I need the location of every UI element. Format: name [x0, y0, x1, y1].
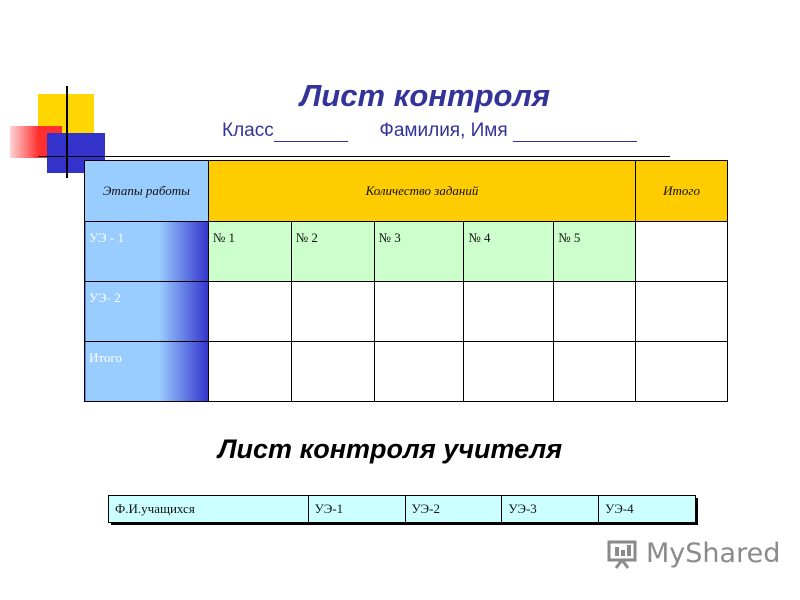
task-cell	[374, 342, 464, 402]
task-cell: № 5	[554, 222, 636, 282]
task-cell	[291, 282, 374, 342]
decor-vertical-line	[66, 86, 68, 178]
task-cell	[374, 282, 464, 342]
task-cell	[554, 282, 636, 342]
column-ue-4: УЭ-4	[599, 496, 696, 523]
watermark-text: MyShared	[646, 537, 781, 569]
header-tasks: Количество заданий	[208, 161, 635, 222]
column-ue-2: УЭ-2	[405, 496, 502, 523]
total-cell	[636, 222, 728, 282]
task-cell	[291, 342, 374, 402]
presentation-icon	[606, 536, 640, 570]
teacher-header-row	[109, 496, 696, 523]
control-table	[84, 160, 728, 402]
task-cell	[208, 342, 291, 402]
column-student-names: Ф.И.учащихся	[109, 496, 309, 523]
table-row	[85, 222, 728, 282]
stage-label: УЭ - 1	[85, 222, 209, 282]
class-label: Класс	[222, 120, 274, 141]
teacher-table	[108, 495, 696, 523]
task-cell	[208, 282, 291, 342]
table-header-row	[85, 161, 728, 222]
task-cell: № 3	[374, 222, 464, 282]
header-stages: Этапы работы	[85, 161, 209, 222]
task-cell: № 2	[291, 222, 374, 282]
total-cell	[636, 342, 728, 402]
task-cell	[464, 342, 554, 402]
stage-label: УЭ- 2	[85, 282, 209, 342]
class-blank	[274, 121, 348, 142]
page-title: Лист контроля	[300, 78, 550, 113]
header-total: Итого	[636, 161, 728, 222]
subtitle	[222, 120, 692, 142]
column-ue-3: УЭ-3	[502, 496, 599, 523]
stage-label: Итого	[85, 342, 209, 402]
teacher-sheet-title: Лист контроля учителя	[218, 434, 563, 464]
table-row	[85, 342, 728, 402]
table-row	[85, 282, 728, 342]
column-ue-1: УЭ-1	[308, 496, 405, 523]
task-cell: № 4	[464, 222, 554, 282]
name-label: Фамилия, Имя	[379, 120, 508, 141]
task-cell	[464, 282, 554, 342]
name-blank	[513, 121, 637, 142]
total-cell	[636, 282, 728, 342]
decor-horizontal-line	[38, 156, 670, 157]
watermark	[606, 536, 780, 570]
task-cell	[554, 342, 636, 402]
task-cell: № 1	[208, 222, 291, 282]
